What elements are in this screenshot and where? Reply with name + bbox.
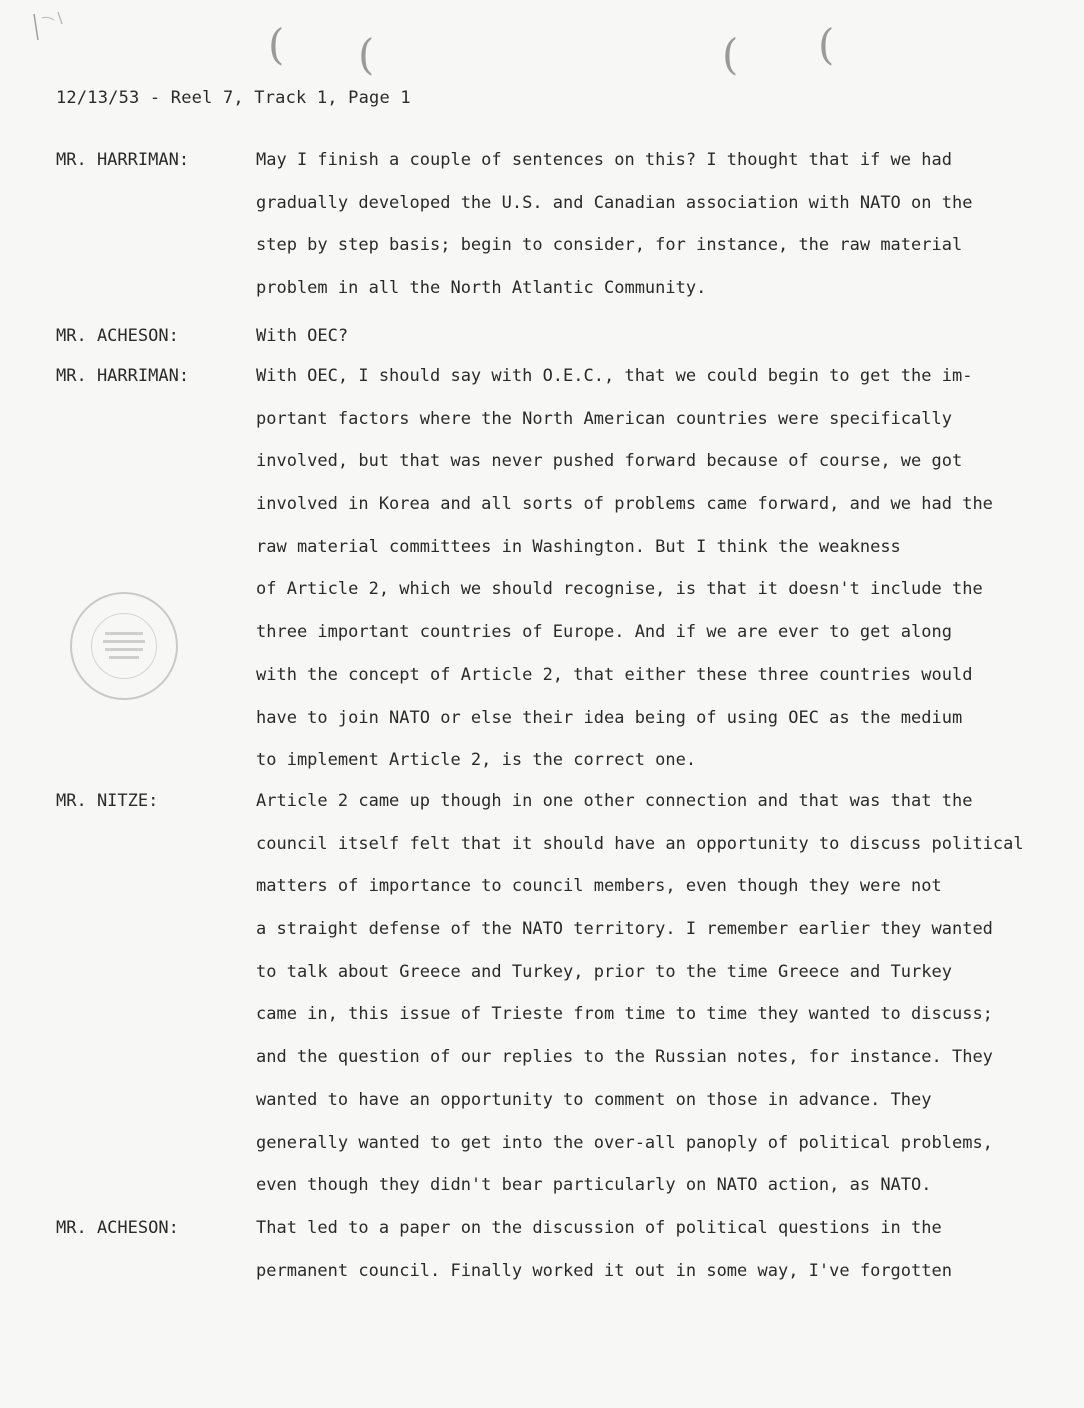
text-line: involved, but that was never pushed forward because of course, we got (256, 451, 963, 472)
text-line: May I finish a couple of sentences on this? I thought that if we had (256, 150, 952, 170)
text-line: Article 2 came up though in one other connection and that was that the (256, 791, 973, 811)
text-line: with the concept of Article 2, that either these three countries would (256, 664, 973, 685)
punch-hole-mark: ( (268, 20, 285, 69)
text-line: That led to a paper on the discussion of political questions in the (256, 1218, 942, 1238)
text-line: generally wanted to get into the over-all panoply of political problems, (256, 1132, 993, 1153)
text-line: wanted to have an opportunity to comment on those in advance. They (256, 1089, 932, 1110)
text-line: came in, this issue of Trieste from time to time they wanted to discuss; (256, 1004, 993, 1025)
stamp-text-graphic (99, 626, 149, 666)
text-line: With OEC? (256, 326, 349, 346)
text-line: gradually developed the U.S. and Canadian association with NATO on the (256, 192, 973, 213)
text-line: With OEC, I should say with O.E.C., that we could begin to get the im- (256, 366, 973, 386)
text-line: of Article 2, which we should recognise, is that it doesn't include the (256, 579, 983, 600)
text-line: involved in Korea and all sorts of problems came forward, and we had the (256, 494, 993, 515)
text-line: problem in all the North Atlantic Community. (256, 278, 707, 299)
text-line: have to join NATO or else their idea being of using OEC as the medium (256, 707, 963, 728)
speech-text (256, 326, 1066, 369)
text-line: portant factors where the North American countries were specifically (256, 408, 952, 429)
speaker-label: MR. NITZE: (56, 791, 159, 811)
text-line: three important countries of Europe. And if we are ever to get along (256, 622, 952, 643)
speaker-label: MR. HARRIMAN: (56, 150, 190, 170)
stamp-center (91, 613, 157, 679)
text-line: to implement Article 2, is the correct one. (256, 750, 697, 771)
text-line: permanent council. Finally worked it out in some way, I've forgotten (256, 1260, 952, 1281)
text-line: a straight defense of the NATO territory. I remember earlier they wanted (256, 919, 993, 940)
speech-text (256, 791, 1066, 1218)
speaker-label: MR. HARRIMAN: (56, 366, 190, 386)
speaker-label: MR. ACHESON: (56, 326, 179, 346)
text-line: matters of importance to council members, even though they were not (256, 876, 942, 897)
speech-text (256, 366, 1066, 793)
text-line: raw material committees in Washington. But I think the weakness (256, 536, 901, 557)
text-line: and the question of our replies to the Russian notes, for instance. They (256, 1047, 993, 1068)
text-line: to talk about Greece and Turkey, prior to the time Greece and Turkey (256, 961, 952, 982)
text-line: even though they didn't bear particularly on NATO action, as NATO. (256, 1175, 932, 1196)
speech-text (256, 150, 1066, 321)
punch-hole-mark: ( (358, 30, 375, 79)
page-header: 12/13/53 - Reel 7, Track 1, Page 1 (56, 88, 411, 108)
text-line: step by step basis; begin to consider, for instance, the raw material (256, 235, 963, 256)
archive-stamp-seal (70, 592, 178, 700)
speech-text (256, 1218, 1066, 1303)
punch-hole-mark: ( (722, 30, 739, 79)
text-line: council itself felt that it should have an opportunity to discuss political (256, 833, 1024, 854)
punch-hole-mark: ( (818, 20, 835, 69)
corner-smudge (28, 10, 68, 50)
speaker-label: MR. ACHESON: (56, 1218, 179, 1238)
